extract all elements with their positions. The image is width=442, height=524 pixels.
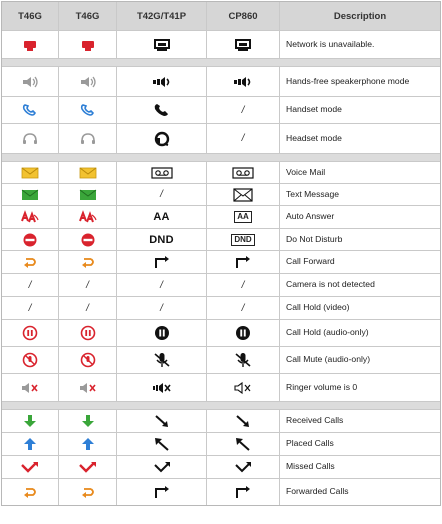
arrow-down-green-icon	[19, 413, 41, 429]
mute-red-icon	[77, 352, 99, 368]
forward-mono-icon	[151, 254, 173, 270]
table-row	[2, 67, 440, 97]
arrow-up-blue-icon	[77, 436, 99, 452]
not-applicable-mark: /	[28, 279, 32, 291]
icon-cell-t42g	[117, 184, 207, 205]
status-description: Ringer volume is 0	[286, 381, 358, 392]
handset-mono-icon	[151, 102, 173, 118]
description-cell	[280, 347, 440, 373]
headset-mono-icon	[151, 131, 173, 147]
forward-orange-icon	[77, 484, 99, 500]
icon-cell-t46g-1	[2, 184, 59, 205]
icon-cell-t42g	[117, 320, 207, 346]
status-description: Auto Answer	[286, 211, 335, 222]
icon-cell-t46g-2	[59, 229, 117, 250]
icon-cell-t46g-1	[2, 206, 59, 228]
icon-cell-t46g-2	[59, 162, 117, 183]
table-row	[2, 229, 440, 251]
forward-mono-icon	[232, 254, 254, 270]
icon-cell-t46g-2	[59, 184, 117, 205]
icon-cell-cp860	[207, 31, 280, 58]
speaker-gray-icon	[19, 74, 41, 90]
icon-cell-t42g	[117, 31, 207, 58]
table-row	[2, 410, 440, 433]
hold-red-icon	[19, 325, 41, 341]
table-row	[2, 374, 440, 402]
description-cell	[280, 162, 440, 183]
table-row	[2, 31, 440, 59]
icon-cell-t46g-1	[2, 251, 59, 273]
table-row	[2, 184, 440, 206]
not-applicable-mark: /	[160, 302, 163, 314]
icon-cell-cp860	[207, 229, 280, 250]
missed-mono-icon	[232, 459, 254, 475]
header-t46g-2: T46G	[59, 2, 117, 30]
not-applicable-mark: /	[28, 302, 32, 314]
status-description: Call Mute (audio-only)	[286, 354, 371, 365]
section-divider	[2, 402, 440, 410]
icon-cell-t46g-2	[59, 297, 117, 319]
table-row	[2, 97, 440, 124]
icon-cell-cp860	[207, 347, 280, 373]
status-description: Text Message	[286, 188, 340, 199]
icon-cell-t42g	[117, 229, 207, 250]
table-row	[2, 124, 440, 154]
icon-cell-cp860	[207, 320, 280, 346]
icon-cell-cp860	[207, 124, 280, 153]
status-description: Missed Calls	[286, 461, 335, 472]
icon-cell-cp860	[207, 206, 280, 228]
description-cell	[280, 229, 440, 250]
icon-cell-t46g-1	[2, 31, 59, 58]
forward-orange-icon	[19, 254, 41, 270]
description-cell	[280, 31, 440, 58]
icon-cell-t46g-1	[2, 124, 59, 153]
table-row	[2, 297, 440, 320]
not-applicable-mark: /	[241, 302, 245, 314]
icon-cell-t46g-1	[2, 229, 59, 250]
icon-cell-t42g	[117, 251, 207, 273]
status-description: Received Calls	[286, 415, 344, 426]
status-description: Voice Mail	[286, 166, 326, 177]
icon-cell-t42g	[117, 410, 207, 432]
icon-cell-t42g	[117, 67, 207, 96]
header-t42g-t41p: T42G/T41P	[117, 2, 207, 30]
icon-cell-t46g-2	[59, 320, 117, 346]
not-applicable-mark: /	[160, 189, 163, 200]
icon-cell-t46g-2	[59, 479, 117, 505]
icon-cell-t46g-1	[2, 456, 59, 478]
icon-cell-t42g	[117, 479, 207, 505]
envelope-yellow-icon	[77, 165, 99, 181]
description-cell	[280, 479, 440, 505]
icon-cell-t46g-2	[59, 251, 117, 273]
icon-cell-t46g-1	[2, 274, 59, 296]
dnd-text-icon: DND	[149, 233, 174, 246]
table-row	[2, 251, 440, 274]
icon-cell-t42g	[117, 456, 207, 478]
speaker-mono-icon	[151, 74, 173, 90]
icon-cell-cp860	[207, 479, 280, 505]
status-description: Call Forward	[286, 256, 335, 267]
table-row	[2, 206, 440, 229]
section-divider	[2, 154, 440, 162]
status-description: Do Not Disturb	[286, 233, 343, 244]
status-description: Hands-free speakerphone mode	[286, 75, 410, 86]
icon-cell-cp860	[207, 274, 280, 296]
network-red-icon	[77, 37, 99, 53]
dnd-red-icon	[77, 232, 99, 248]
not-applicable-mark: /	[86, 279, 89, 291]
icon-cell-t46g-2	[59, 433, 117, 455]
table-row	[2, 274, 440, 297]
icon-cell-t46g-1	[2, 410, 59, 432]
forward-orange-icon	[77, 254, 99, 270]
description-cell	[280, 274, 440, 296]
icon-cell-cp860	[207, 456, 280, 478]
envelope-yellow-icon	[19, 165, 41, 181]
dnd-box-icon: DND	[231, 234, 254, 246]
icon-cell-t46g-1	[2, 347, 59, 373]
handset-blue-icon	[77, 102, 99, 118]
status-description: Network is unavailable.	[286, 38, 375, 49]
envelope-mono-icon	[232, 187, 254, 203]
icon-cell-t42g	[117, 206, 207, 228]
not-applicable-mark: /	[86, 302, 89, 314]
hold-mono-icon	[232, 325, 254, 341]
icon-cell-t46g-2	[59, 67, 117, 96]
not-applicable-mark: /	[241, 133, 245, 144]
description-cell	[280, 251, 440, 273]
speaker-mono-icon	[232, 74, 254, 90]
missed-red-icon	[77, 459, 99, 475]
icon-cell-t46g-2	[59, 374, 117, 401]
icon-cell-t46g-1	[2, 320, 59, 346]
status-description: Camera is not detected	[286, 279, 375, 290]
icon-cell-t46g-2	[59, 274, 117, 296]
network-mono-icon	[232, 37, 254, 53]
description-cell	[280, 184, 440, 205]
arrow-out-mono-icon	[232, 436, 254, 452]
icon-cell-t46g-2	[59, 410, 117, 432]
voicemail-mono-icon	[151, 165, 173, 181]
table-row	[2, 433, 440, 456]
icon-cell-cp860	[207, 251, 280, 273]
icon-cell-t46g-1	[2, 374, 59, 401]
icon-cell-t46g-2	[59, 124, 117, 153]
status-description: Call Hold (video)	[286, 302, 350, 313]
icon-cell-t46g-1	[2, 479, 59, 505]
header-description: Description	[333, 10, 387, 22]
ringer-off-mono-icon	[151, 380, 173, 396]
icon-cell-cp860	[207, 97, 280, 123]
ringer-off-gray-icon	[19, 380, 41, 396]
arrow-out-mono-icon	[151, 436, 173, 452]
arrow-in-mono-icon	[151, 413, 173, 429]
arrow-in-mono-icon	[232, 413, 254, 429]
envelope-green-icon	[77, 187, 99, 203]
icon-cell-cp860	[207, 297, 280, 319]
table-row	[2, 347, 440, 374]
icon-cell-t46g-1	[2, 433, 59, 455]
not-applicable-mark: /	[241, 104, 245, 116]
description-cell	[280, 410, 440, 432]
auto-answer-text-icon: AA	[153, 211, 170, 223]
icon-cell-t46g-1	[2, 67, 59, 96]
auto-answer-red-icon	[19, 209, 41, 225]
icon-cell-cp860	[207, 433, 280, 455]
description-cell	[280, 433, 440, 455]
icon-cell-t46g-2	[59, 31, 117, 58]
description-cell	[280, 297, 440, 319]
icon-cell-t42g	[117, 124, 207, 153]
icon-cell-t42g	[117, 162, 207, 183]
section-divider	[2, 59, 440, 67]
icon-cell-t46g-1	[2, 162, 59, 183]
missed-mono-icon	[151, 459, 173, 475]
envelope-green-icon	[19, 187, 41, 203]
status-description: Placed Calls	[286, 438, 334, 449]
arrow-down-green-icon	[77, 413, 99, 429]
icon-cell-t42g	[117, 347, 207, 373]
icon-cell-t46g-2	[59, 456, 117, 478]
hold-red-icon	[77, 325, 99, 341]
mute-mono-icon	[232, 352, 254, 368]
description-cell	[280, 124, 440, 153]
description-cell	[280, 206, 440, 228]
description-cell	[280, 374, 440, 401]
status-description: Forwarded Calls	[286, 486, 349, 497]
handset-blue-icon	[19, 102, 41, 118]
mute-mono-icon	[151, 352, 173, 368]
headset-gray-icon	[19, 131, 41, 147]
network-mono-icon	[151, 37, 173, 53]
icon-cell-t46g-2	[59, 97, 117, 123]
voicemail-mono-icon	[232, 165, 254, 181]
not-applicable-mark: /	[241, 279, 245, 291]
forward-mono-icon	[151, 484, 173, 500]
icon-cell-t46g-1	[2, 97, 59, 123]
network-red-icon	[19, 37, 41, 53]
status-description: Call Hold (audio-only)	[286, 327, 369, 338]
description-cell	[280, 67, 440, 96]
table-row	[2, 479, 440, 505]
headset-gray-icon	[77, 131, 99, 147]
table-row	[2, 320, 440, 347]
icon-cell-t42g	[117, 297, 207, 319]
auto-answer-box-icon: AA	[234, 211, 252, 223]
arrow-up-blue-icon	[19, 436, 41, 452]
ringer-off-gray-icon	[77, 380, 99, 396]
mute-red-icon	[19, 352, 41, 368]
icon-cell-cp860	[207, 67, 280, 96]
ringer-off-outline-icon	[232, 380, 254, 396]
icon-cell-cp860	[207, 184, 280, 205]
status-icon-table	[1, 1, 441, 506]
icon-cell-t42g	[117, 97, 207, 123]
table-row	[2, 162, 440, 184]
dnd-red-icon	[19, 232, 41, 248]
not-applicable-mark: /	[160, 279, 163, 291]
hold-mono-icon	[151, 325, 173, 341]
forward-mono-icon	[232, 484, 254, 500]
icon-cell-t46g-2	[59, 206, 117, 228]
icon-cell-cp860	[207, 374, 280, 401]
icon-cell-t46g-1	[2, 297, 59, 319]
forward-orange-icon	[19, 484, 41, 500]
description-cell	[280, 320, 440, 346]
auto-answer-red-icon	[77, 209, 99, 225]
icon-cell-cp860	[207, 410, 280, 432]
description-cell	[280, 456, 440, 478]
table-header	[2, 2, 440, 31]
status-description: Headset mode	[286, 132, 342, 143]
speaker-gray-icon	[77, 74, 99, 90]
header-t46g-1: T46G	[2, 2, 59, 30]
table-row	[2, 456, 440, 479]
missed-red-icon	[19, 459, 41, 475]
icon-cell-t46g-2	[59, 347, 117, 373]
status-description: Handset mode	[286, 104, 342, 115]
icon-cell-t42g	[117, 433, 207, 455]
header-cp860: CP860	[207, 2, 280, 30]
icon-cell-t42g	[117, 374, 207, 401]
icon-cell-t42g	[117, 274, 207, 296]
icon-cell-cp860	[207, 162, 280, 183]
description-cell	[280, 97, 440, 123]
